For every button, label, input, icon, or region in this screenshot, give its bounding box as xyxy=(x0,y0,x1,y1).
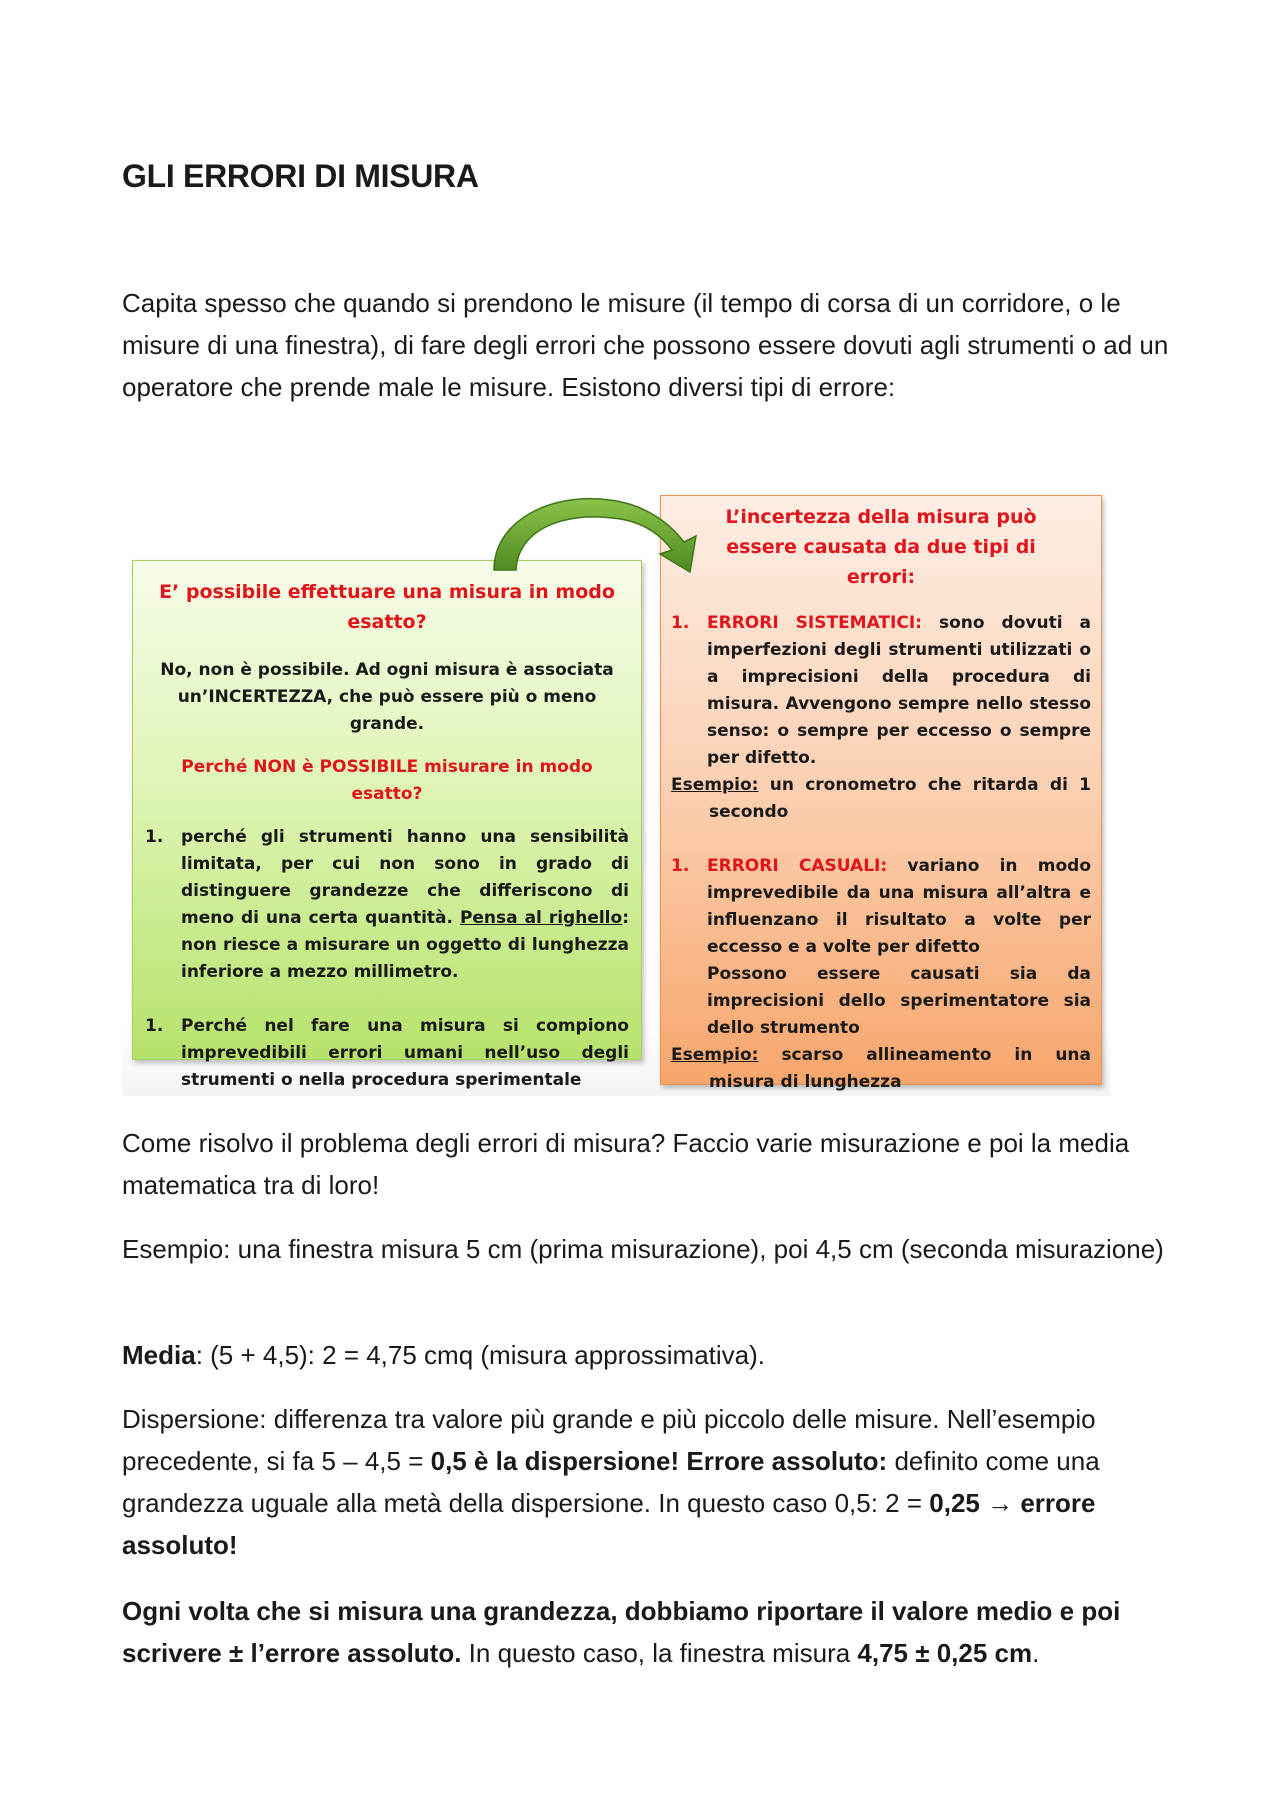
random-text xyxy=(707,853,1091,961)
dispersion-bold-2: 0,25 → errore assoluto! xyxy=(122,1488,1096,1560)
media-text: : (5 + 4,5): 2 = 4,75 cmq (misura approssimativa). xyxy=(195,1340,766,1370)
systematic-errors-item xyxy=(671,610,1091,772)
example-1-text: un cronometro che ritarda di 1 secondo xyxy=(709,775,1091,822)
dispersion-bold-1: 0,5 è la dispersione! Errore assoluto: xyxy=(430,1446,888,1476)
reason-2-number: 1. xyxy=(145,1016,164,1036)
media-paragraph xyxy=(122,1334,1172,1376)
reason-1-text-b: : non riesce a misurare un oggetto di lunghezza inferiore a mezzo millimetro. xyxy=(181,908,629,982)
intro-paragraph: Capita spesso che quando si prendono le misure (il tempo di corsa di un corridore, o le misure di una finestra), di fare degli errori che possono essere dovuti agli strumenti o ad un operatore che prende male le misure. Esistono diversi tipi di errore: xyxy=(122,288,1169,402)
systematic-number: 1. xyxy=(671,613,690,633)
question-heading: E’ possibile effettuare una misura in modo esatto? xyxy=(159,581,615,633)
random-label: ERRORI CASUALI: xyxy=(707,856,888,876)
systematic-example xyxy=(671,772,1091,826)
reason-2-text: Perché nel fare una misura si compiono imprevedibili errori umani nell’uso degli strumenti o nella procedura sperimentale xyxy=(181,1016,629,1090)
example-1-label: Esempio: xyxy=(671,775,759,795)
reason-1-text-a: perché gli strumenti hanno una sensibilità limitata, per cui non sono in grado di distinguere grandezze che differiscono di meno di una certa quantità. xyxy=(181,827,629,928)
ruler-note: Pensa al righello xyxy=(459,908,623,928)
reason-1-number: 1. xyxy=(145,827,164,847)
final-paragraph xyxy=(122,1590,1172,1674)
error-types-heading: L’incertezza della misura può essere causata da due tipi di errori: xyxy=(725,506,1037,588)
example-2-label: Esempio: xyxy=(671,1045,759,1065)
final-value: 4,75 ± 0,25 cm xyxy=(857,1638,1033,1668)
systematic-description: sono dovuti a imperfezioni degli strumenti utilizzati o a imprecisioni della procedura di misura. Avvengono sempre nello stesso senso: o sempre per eccesso o sempre per difetto. xyxy=(707,613,1091,768)
uncertainty-question-box xyxy=(132,560,642,1090)
random-example xyxy=(671,1042,1091,1096)
random-number: 1. xyxy=(671,856,690,876)
reason-item-2 xyxy=(145,1013,629,1094)
example-2-text: scarso allineamento in una misura di lunghezza xyxy=(709,1045,1092,1092)
media-label: Media xyxy=(122,1340,196,1370)
answer-text: No, non è possibile. Ad ogni misura è associata un’INCERTEZZA, che può essere più o meno grande. xyxy=(160,660,614,734)
systematic-text xyxy=(707,610,1091,772)
example-paragraph: Esempio: una finestra misura 5 cm (prima misurazione), poi 4,5 cm (seconda misurazione) xyxy=(122,1234,1164,1264)
solution-paragraph: Come risolvo il problema degli errori di misura? Faccio varie misurazione e poi la media matematica tra di loro! xyxy=(122,1128,1130,1200)
dispersion-text-2: definito come una grandezza uguale alla metà della dispersione. In questo caso 0,5: 2 = xyxy=(122,1446,1100,1518)
random-causes: Possono essere causati sia da imprecisioni dello sperimentatore sia dello strumento xyxy=(707,964,1091,1038)
dispersion-paragraph xyxy=(122,1398,1172,1566)
random-errors-item xyxy=(671,853,1091,961)
systematic-label: ERRORI SISTEMATICI: xyxy=(707,613,922,633)
page-title: GLI ERRORI DI MISURA xyxy=(122,158,479,194)
error-diagram xyxy=(122,490,1110,1096)
final-text: In questo caso, la finestra misura xyxy=(461,1638,858,1668)
final-bold: Ogni volta che si misura una grandezza, dobbiamo riportare il valore medio e poi scrivere ± l’errore assoluto. xyxy=(122,1596,1121,1668)
reason-1-text xyxy=(181,824,629,986)
dispersion-text-1: Dispersione: differenza tra valore più grande e più piccolo delle misure. Nell’esempio precedente, si fa 5 – 4,5 = xyxy=(122,1404,1096,1476)
curved-arrow-icon xyxy=(122,490,1110,610)
reason-item-1 xyxy=(145,824,629,986)
final-end: . xyxy=(1032,1638,1040,1668)
random-description: variano in modo imprevedibile da una misura all’altra e influenzano il risultato a volte per eccesso e a volte per difetto xyxy=(707,856,1091,957)
why-heading: Perché NON è POSSIBILE misurare in modo esatto? xyxy=(181,757,593,804)
